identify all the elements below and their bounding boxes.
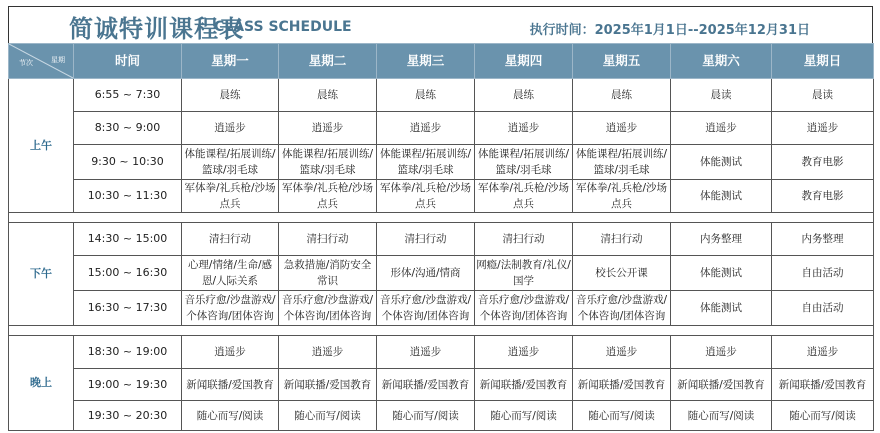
activity-cell: 体能课程/拓展训练/篮球/羽毛球 (279, 145, 377, 180)
time-cell: 10:30 ~ 11:30 (74, 180, 182, 213)
page-title: 简诚特训课程表 (69, 15, 244, 43)
activity-cell: 体能测试 (671, 180, 772, 213)
activity-cell: 内务整理 (772, 223, 874, 256)
table-row (9, 180, 874, 213)
column-header-day: 星期四 (475, 44, 573, 79)
time-cell: 6:55 ~ 7:30 (74, 79, 182, 112)
header-row (9, 44, 874, 79)
time-cell: 16:30 ~ 17:30 (74, 291, 182, 326)
activity-cell: 形体/沟通/情商 (377, 256, 475, 291)
activity-cell: 晨读 (671, 79, 772, 112)
activity-cell: 体能测试 (671, 145, 772, 180)
title-bar (8, 6, 873, 43)
column-header-time: 时间 (74, 44, 182, 79)
activity-cell: 音乐疗愈/沙盘游戏/个体咨询/团体咨询 (377, 291, 475, 326)
activity-cell: 音乐疗愈/沙盘游戏/个体咨询/团体咨询 (475, 291, 573, 326)
activity-cell: 自由活动 (772, 256, 874, 291)
column-header-day: 星期五 (573, 44, 671, 79)
table-row (9, 336, 874, 369)
activity-cell: 逍遥步 (772, 336, 874, 369)
activity-cell: 逍遥步 (671, 336, 772, 369)
activity-cell: 逍遥步 (182, 112, 279, 145)
corner-label-weekday: 星期 (51, 56, 65, 64)
gap-cell (9, 326, 874, 336)
activity-cell: 军体拳/礼兵枪/沙场点兵 (279, 180, 377, 213)
page-title-english: CLASS SCHEDULE (214, 19, 352, 35)
table-row (9, 401, 874, 431)
activity-cell: 心理/情绪/生命/感恩/人际关系 (182, 256, 279, 291)
activity-cell: 随心而写/阅读 (377, 401, 475, 431)
section-label: 晚上 (9, 336, 74, 431)
activity-cell: 晨练 (475, 79, 573, 112)
activity-cell: 体能课程/拓展训练/篮球/羽毛球 (377, 145, 475, 180)
activity-cell: 清扫行动 (182, 223, 279, 256)
column-header-day: 星期一 (182, 44, 279, 79)
activity-cell: 军体拳/礼兵枪/沙场点兵 (573, 180, 671, 213)
activity-cell: 音乐疗愈/沙盘游戏/个体咨询/团体咨询 (573, 291, 671, 326)
activity-cell: 新闻联播/爱国教育 (182, 369, 279, 401)
activity-cell: 逍遥步 (279, 336, 377, 369)
activity-cell: 清扫行动 (573, 223, 671, 256)
activity-cell: 体能课程/拓展训练/篮球/羽毛球 (573, 145, 671, 180)
activity-cell: 新闻联播/爱国教育 (671, 369, 772, 401)
activity-cell: 清扫行动 (377, 223, 475, 256)
time-cell: 9:30 ~ 10:30 (74, 145, 182, 180)
activity-cell: 新闻联播/爱国教育 (772, 369, 874, 401)
corner-header (9, 44, 74, 79)
activity-cell: 逍遥步 (182, 336, 279, 369)
gap-cell (9, 213, 874, 223)
activity-cell: 逍遥步 (377, 336, 475, 369)
activity-cell: 教育电影 (772, 145, 874, 180)
table-row (9, 369, 874, 401)
activity-cell: 逍遥步 (671, 112, 772, 145)
time-cell: 8:30 ~ 9:00 (74, 112, 182, 145)
table-row (9, 79, 874, 112)
activity-cell: 逍遥步 (475, 336, 573, 369)
column-header-day: 星期三 (377, 44, 475, 79)
activity-cell: 急救措施/消防安全常识 (279, 256, 377, 291)
activity-cell: 体能课程/拓展训练/篮球/羽毛球 (182, 145, 279, 180)
time-cell: 19:30 ~ 20:30 (74, 401, 182, 431)
activity-cell: 新闻联播/爱国教育 (377, 369, 475, 401)
activity-cell: 随心而写/阅读 (279, 401, 377, 431)
column-header-day: 星期六 (671, 44, 772, 79)
activity-cell: 逍遥步 (377, 112, 475, 145)
activity-cell: 清扫行动 (279, 223, 377, 256)
execution-period: 执行时间：2025年1月1日--2025年12月31日 (529, 23, 810, 38)
activity-cell: 逍遥步 (573, 112, 671, 145)
activity-cell: 逍遥步 (475, 112, 573, 145)
activity-cell: 军体拳/礼兵枪/沙场点兵 (377, 180, 475, 213)
activity-cell: 晨练 (573, 79, 671, 112)
table-row (9, 291, 874, 326)
activity-cell: 随心而写/阅读 (772, 401, 874, 431)
table-row (9, 112, 874, 145)
activity-cell: 晨练 (279, 79, 377, 112)
activity-cell: 音乐疗愈/沙盘游戏/个体咨询/团体咨询 (182, 291, 279, 326)
time-cell: 18:30 ~ 19:00 (74, 336, 182, 369)
activity-cell: 晨练 (377, 79, 475, 112)
schedule-sheet (8, 6, 873, 431)
table-row (9, 256, 874, 291)
activity-cell: 逍遥步 (279, 112, 377, 145)
activity-cell: 体能测试 (671, 256, 772, 291)
activity-cell: 体能课程/拓展训练/篮球/羽毛球 (475, 145, 573, 180)
section-gap (9, 326, 874, 336)
activity-cell: 随心而写/阅读 (671, 401, 772, 431)
time-cell: 19:00 ~ 19:30 (74, 369, 182, 401)
activity-cell: 晨读 (772, 79, 874, 112)
activity-cell: 随心而写/阅读 (182, 401, 279, 431)
activity-cell: 清扫行动 (475, 223, 573, 256)
activity-cell: 军体拳/礼兵枪/沙场点兵 (475, 180, 573, 213)
time-cell: 14:30 ~ 15:00 (74, 223, 182, 256)
activity-cell: 音乐疗愈/沙盘游戏/个体咨询/团体咨询 (279, 291, 377, 326)
activity-cell: 晨练 (182, 79, 279, 112)
activity-cell: 体能测试 (671, 291, 772, 326)
table-row (9, 223, 874, 256)
activity-cell: 教育电影 (772, 180, 874, 213)
activity-cell: 校长公开课 (573, 256, 671, 291)
activity-cell: 军体拳/礼兵枪/沙场点兵 (182, 180, 279, 213)
activity-cell: 内务整理 (671, 223, 772, 256)
table-row (9, 145, 874, 180)
activity-cell: 新闻联播/爱国教育 (573, 369, 671, 401)
corner-label-period: 节次 (19, 59, 33, 67)
column-header-day: 星期二 (279, 44, 377, 79)
activity-cell: 逍遥步 (772, 112, 874, 145)
section-gap (9, 213, 874, 223)
column-header-day: 星期日 (772, 44, 874, 79)
schedule-table (8, 43, 874, 431)
activity-cell: 网瘾/法制教育/礼仪/国学 (475, 256, 573, 291)
activity-cell: 逍遥步 (573, 336, 671, 369)
activity-cell: 随心而写/阅读 (475, 401, 573, 431)
time-cell: 15:00 ~ 16:30 (74, 256, 182, 291)
section-label: 上午 (9, 79, 74, 213)
section-label: 下午 (9, 223, 74, 326)
activity-cell: 自由活动 (772, 291, 874, 326)
activity-cell: 随心而写/阅读 (573, 401, 671, 431)
activity-cell: 新闻联播/爱国教育 (475, 369, 573, 401)
activity-cell: 新闻联播/爱国教育 (279, 369, 377, 401)
